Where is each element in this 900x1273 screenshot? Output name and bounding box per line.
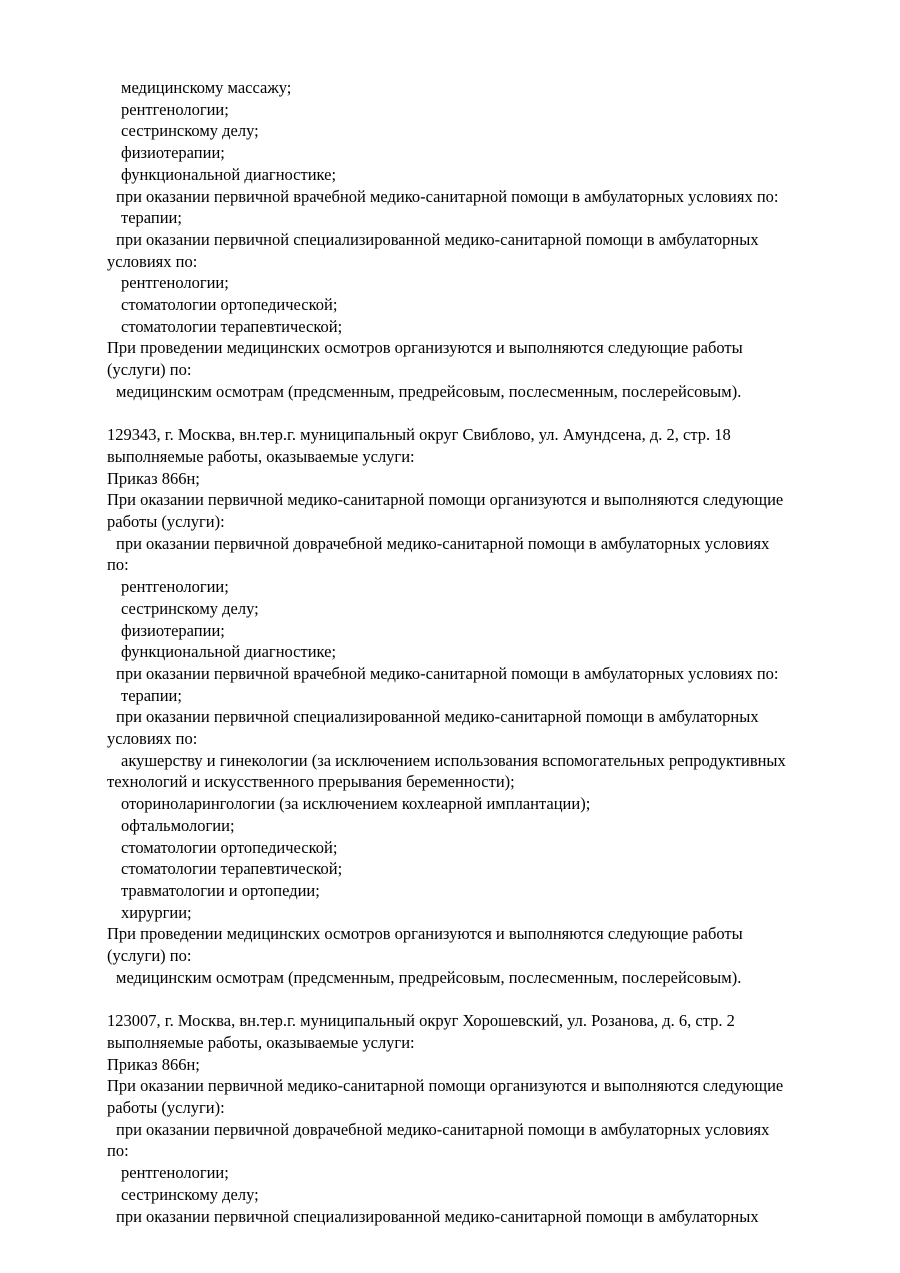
text-line: рентгенологии; <box>121 1163 229 1183</box>
text-line: Приказ 866н; <box>107 468 200 488</box>
text-line: стоматологии терапевтической; <box>121 316 343 336</box>
text-line: при оказании первичной специализированной медико-санитарной помощи в амбулаторных <box>116 229 759 249</box>
text-line: физиотерапии; <box>121 143 225 163</box>
text-line: терапии; <box>121 685 182 705</box>
text-line: при оказании первичной доврачебной медико-санитарной помощи в амбулаторных условиях <box>116 1119 770 1139</box>
text-line: хирургии; <box>121 902 192 922</box>
section-address-129343-sviblovo <box>107 424 852 988</box>
section-address-123007-khoroshevsky <box>107 1010 852 1227</box>
text-line: рентгенологии; <box>121 99 229 119</box>
text-line: стоматологии ортопедической; <box>121 837 338 857</box>
text-line: по: <box>107 1141 129 1161</box>
text-line: при оказании первичной врачебной медико-санитарной помощи в амбулаторных условиях по: <box>116 663 779 683</box>
text-line: травматологии и ортопедии; <box>121 881 320 900</box>
text-line: (услуги) по: <box>107 946 192 966</box>
text-line: функциональной диагностике; <box>121 642 337 662</box>
text-line: выполняемые работы, оказываемые услуги: <box>107 446 415 466</box>
text-line: выполняемые работы, оказываемые услуги: <box>107 1032 415 1052</box>
text-line: условиях по: <box>107 729 198 749</box>
text-line: рентгенологии; <box>121 273 229 293</box>
text-line: рентгенологии; <box>121 577 229 597</box>
text-line: Приказ 866н; <box>107 1054 200 1074</box>
text-line: сестринскому делу; <box>121 598 259 618</box>
text-line: 129343, г. Москва, вн.тер.г. муниципальный округ Свиблово, ул. Амундсена, д. 2, стр. 18 <box>107 425 731 445</box>
text-line: медицинским осмотрам (предсменным, предрейсовым, послесменным, послерейсовым). <box>116 381 742 401</box>
section-services-continuation <box>107 77 852 403</box>
text-line: 123007, г. Москва, вн.тер.г. муниципальный округ Хорошевский, ул. Розанова, д. 6, стр. 2 <box>107 1011 735 1031</box>
text-line: акушерству и гинекологии (за исключением использования вспомогательных репродуктивных <box>121 750 786 770</box>
text-line: стоматологии ортопедической; <box>121 295 338 315</box>
text-line: работы (услуги): <box>107 512 225 532</box>
text-line: При проведении медицинских осмотров организуются и выполняются следующие работы <box>107 338 743 358</box>
text-line: при оказании первичной доврачебной медико-санитарной помощи в амбулаторных условиях <box>116 533 770 553</box>
text-line: при оказании первичной врачебной медико-санитарной помощи в амбулаторных условиях по: <box>116 186 779 206</box>
text-line: по: <box>107 555 129 575</box>
text-line: условиях по: <box>107 251 198 271</box>
text-line: при оказании первичной специализированной медико-санитарной помощи в амбулаторных <box>116 1206 759 1226</box>
text-line: стоматологии терапевтической; <box>121 859 343 879</box>
text-line: (услуги) по: <box>107 360 192 380</box>
text-line: терапии; <box>121 208 182 228</box>
text-line: сестринскому делу; <box>121 121 259 141</box>
text-line: функциональной диагностике; <box>121 164 337 184</box>
text-line: при оказании первичной специализированной медико-санитарной помощи в амбулаторных <box>116 707 759 727</box>
text-line: При оказании первичной медико-санитарной помощи организуются и выполняются следующие <box>107 1076 784 1096</box>
text-line: офтальмологии; <box>121 815 235 835</box>
text-line: оториноларингологии (за исключением кохлеарной имплантации); <box>121 794 591 814</box>
text-line: медицинским осмотрам (предсменным, предрейсовым, послесменным, послерейсовым). <box>116 967 742 987</box>
text-line: работы (услуги): <box>107 1098 225 1118</box>
text-line: физиотерапии; <box>121 620 225 640</box>
text-line: технологий и искусственного прерывания беременности); <box>107 772 515 792</box>
text-line: При проведении медицинских осмотров организуются и выполняются следующие работы <box>107 924 743 944</box>
text-line: При оказании первичной медико-санитарной помощи организуются и выполняются следующие <box>107 490 784 510</box>
text-line: медицинскому массажу; <box>121 78 292 97</box>
text-line: сестринскому делу; <box>121 1184 259 1204</box>
